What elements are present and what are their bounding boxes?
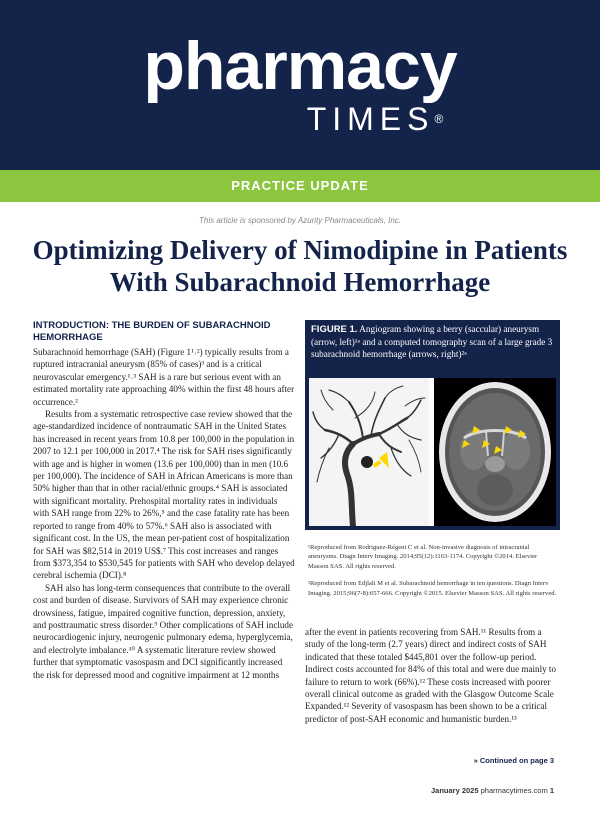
figure-references	[308, 543, 558, 606]
pharmacy-times-logo	[0, 30, 600, 136]
page-number: 1	[549, 786, 554, 795]
figure-images	[309, 378, 556, 526]
continued-link[interactable]: » Continued on page 3	[473, 756, 554, 765]
figure-1	[305, 320, 560, 530]
logo-wordmark-bottom	[0, 102, 600, 136]
practice-update-banner	[0, 170, 600, 202]
paragraph-2: Results from a systematic retrospective case review showed that the age-standardized incidence of nontraumatic SAH in the United States has increased in recent years from 10.8 per 100,000 in the population in 2007 to 12.1 per 100,000 in 2017.⁴ The risk for SAH rises significantly with age and is higher in women (13.6 per 100,000) than in men (10.6 per 100,000). The incidence of SAH in African Americans is more than 50% higher than that in other racial/ethnic groups.⁴ SAH is associated with significant mortality. Prehospital mortality rates in individuals with SAH range from 22% to 26%,⁵ and the case fatality rate has been reported to range from 40% to 57%.⁶ SAH also is associated with significant cost. In the US, the mean per-patient cost of hospitalization for SAH was $82,514 in 2019 US$.⁷ This cost increases and ranges from $373,354 to $530,545 for patients with SAH who develop delayed cerebral ischemia (DCI).⁸	[33, 409, 295, 581]
figure-caption	[305, 320, 560, 376]
angiogram-drawing	[309, 378, 429, 526]
masthead	[0, 0, 600, 170]
figure-caption-text: Angiogram showing a berry (saccular) aneurysm (arrow, left)¹ᵃ and a computed tomography scan of a large grade 3 subarachnoid hemorrhage (arrows, right)²ᵃ	[311, 324, 553, 360]
article-title: Optimizing Delivery of Nimodipine in Patients With Subarachnoid Hemorrhage	[32, 235, 568, 297]
page-footer	[431, 786, 554, 795]
reference-1: ¹Reproduced from Rodriguez-Régent C et al. Non-invasive diagnosis of intracranial aneurysms. Diagn Interv Imaging. 2014;95(12):1163-1174. Copyright ©2014. Elsevier Masson SAS. All rights reserved.	[308, 544, 538, 570]
angiogram-image	[309, 378, 429, 526]
footer-site[interactable]: pharmacytimes.com	[480, 786, 548, 795]
footer-month: January 2025	[430, 786, 479, 795]
ct-scan-image	[434, 378, 556, 526]
paragraph-1: Subarachnoid hemorrhage (SAH) (Figure 1¹˒²) typically results from a ruptured intracranial aneurysm (85% of cases)³ and is a critical neurovascular emergency.¹˒³ SAH is a rare but serious event with an estimated mortality rate approaching 40% within the first 48 hours after occurrence.²	[33, 347, 295, 407]
section-heading: INTRODUCTION: THE BURDEN OF SUBARACHNOID HEMORRHAGE	[33, 320, 271, 343]
paragraph-4: after the event in patients recovering from SAH.¹¹ Results from a study of the long-term (2.7 years) direct and indirect costs of SAH indicated that these totaled $445,801 over the follow-up period. Indirect costs accounted for 84% of this total and were due mainly to failure to return to work (66%).¹² These costs increased with poorer overall clinical outcome as graded with the Glasgow Outcome Scale Expanded.¹² Severity of vasospasm has been shown to be a critical predictor of post-SAH economic and humanistic burden.¹³	[305, 627, 557, 724]
body-text-left	[33, 346, 295, 681]
logo-times-text: TIMES	[306, 101, 435, 137]
banner-label: PRACTICE UPDATE	[231, 178, 369, 193]
registered-mark: ®	[434, 112, 444, 126]
right-column	[305, 626, 560, 725]
logo-wordmark-top: pharmacy	[143, 28, 457, 104]
left-column	[33, 320, 295, 681]
reference-2: ²Reproduced from Edjlali M et al. Subarachnoid hemorrhage in ten questions. Diagn Interv Imaging. 2015;96(7-8):657-666. Copyright ©2015. Elsevier Masson SAS. All rights reserved.	[308, 580, 557, 597]
figure-label: FIGURE 1.	[311, 324, 358, 335]
ct-scan-drawing	[434, 378, 556, 526]
sponsor-note: This article is sponsored by Azurity Pharmaceuticals, Inc.	[198, 216, 401, 225]
paragraph-3: SAH also has long-term consequences that contribute to the overall cost and burden of disease. Survivors of SAH may experience chronic drowsiness, fatigue, impaired cognitive function, depression, anxiety, and posttraumatic stress disorder.⁹ Other complications of SAH include neurocardiogenic injury, neurogenic pulmonary edema, hyperglycemia, and electrolyte imbalance.¹⁰ A systematic literature review showed further that symptomatic vasospasm and DCI significantly increased the risk for depressed mood and cognitive impairment at 12 months	[33, 582, 294, 680]
